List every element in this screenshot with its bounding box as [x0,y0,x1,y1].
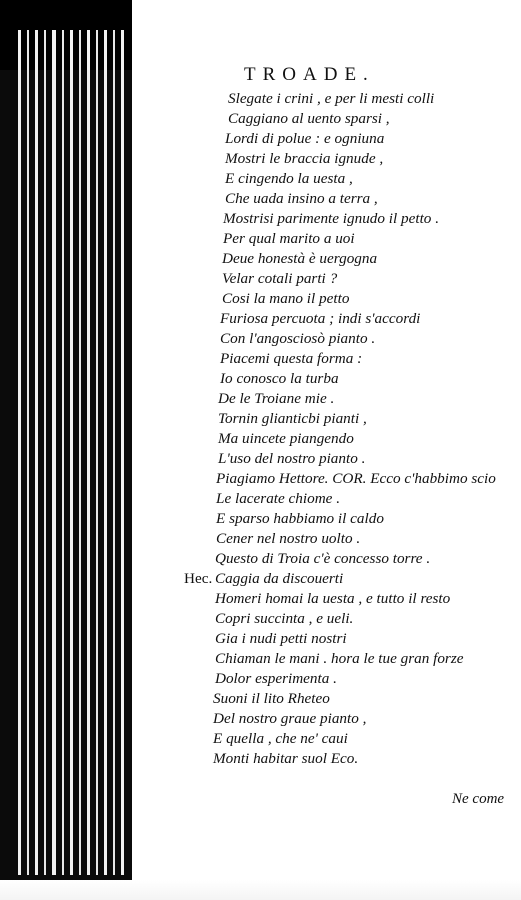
verse-line: Tornin glianticbi pianti , [218,410,367,427]
verse-line: Gia i nudi petti nostri [215,630,347,647]
verse-line: Dolor esperimenta . [215,670,337,687]
verse-line: Velar cotali parti ? [222,270,338,287]
verse-line: E sparso habbiamo il caldo [216,510,384,527]
speaker-label: Hec. [184,570,213,587]
running-head: TROADE. [244,64,375,85]
verse-line: E cingendo la uesta , [225,170,353,187]
verse-line: Io conosco la turba [220,370,339,387]
verse-line: Per qual marito a uoi [223,230,355,247]
verse-line: Lordi di polue : e ogniuna [225,130,385,147]
verse-line: Caggiano al uento sparsi , [228,110,390,127]
verse-line: Monti habitar suol Eco. [213,750,359,767]
verse-line: Con l'angosciosò pianto . [220,330,376,347]
verse-line: Suoni il lito Rheteo [213,690,330,707]
verse-line: Deue honestà è uergogna [222,250,378,267]
verse-line: Mostri le braccia ignude , [225,150,384,167]
verse-line: Furiosa percuota ; indi s'accordi [220,310,421,327]
verse-line: L'uso del nostro pianto . [218,450,366,467]
verse-line: Cosi la mano il petto [222,290,350,307]
verse-line: E quella , che ne' caui [213,730,348,747]
verse-line: Homeri homai la uesta , e tutto il resto [215,590,451,607]
verse-line: Le lacerate chiome . [216,490,340,507]
verse-line: Cener nel nostro uolto . [216,530,361,547]
verse-line: Mostrisi parimente ignudo il petto . [223,210,439,227]
verse-line: Slegate i crini , e per li mesti colli [228,90,435,107]
verse-line: Chiaman le mani . hora le tue gran forze [215,650,464,667]
verse-line: Caggia da discouerti [215,570,344,587]
verse-line: Del nostro graue pianto , [213,710,367,727]
verse-line: Piacemi questa forma : [220,350,363,367]
verse-line: Questo di Troia c'è concesso torre . [215,550,431,567]
verse-line: Copri succinta , e ueli. [215,610,354,627]
catchword: Ne come [452,791,505,807]
verse-line: Ma uincete piangendo [218,430,354,447]
page-edges [0,0,132,900]
verse-line: De le Troiane mie . [218,390,335,407]
verse-line: Che uada insino a terra , [225,190,378,207]
verse-line: Piagiamo Hettore. COR. Ecco c'habbimo scio [216,470,496,487]
